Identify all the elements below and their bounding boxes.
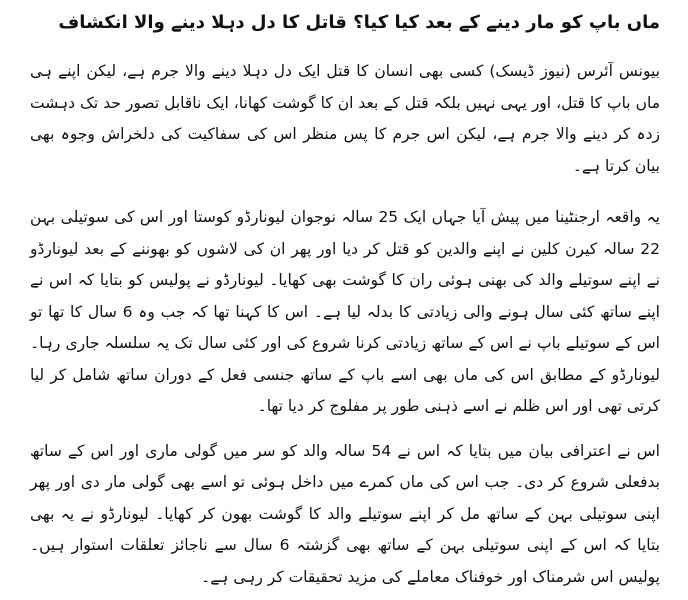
article-paragraph-intro: بیونس آئرس (نیوز ڈیسک) کسی بھی انسان کا قتل ایک دل دہلا دینے والا جرم ہے، لیکن اپنے ہی ماں باپ کا قتل، اور یہی نہیں بلکہ قتل کے بعد ان کا گوشت کھانا، ایک ناقابل تصور حد تک دہشت زدہ کر دینے والا جرم ہے، لیکن اس جرم کا پس منظر اس کی سفاکیت کی دلخراش وجوہ بھی بیان کرتا ہے۔ — [30, 62, 660, 175]
article-paragraph-confession: اس نے اعترافی بیان میں بتایا کہ اس نے 54 سالہ والد کو سر میں گولی ماری اور اس کے ساتھ بدفعلی شروع کر دی۔ جب اس کی ماں کمرے میں داخل ہوئی تو اسے بھی گولی مار دی اور پھر اپنی سوتیلی بہن کے ساتھ مل کر اپنے سوتیلے والد کا گوشت بھون کر کھایا۔ لیونارڈو نے یہ بھی بتایا کہ اس کے اپنی سوتیلی بہن کے ساتھ بھی گزشتہ 6 سال سے ناجائز تعلقات استوار ہیں۔ پولیس اس شرمناک اور خوفناک معاملے کی مزید تحقیقات کر رہی ہے۔ — [30, 441, 660, 586]
news-article — [30, 0, 660, 593]
article-headline: ماں باپ کو مار دینے کے بعد کیا کیا؟ قاتل کا دل دہلا دینے والا انکشاف — [58, 12, 660, 33]
article-paragraph-incident: یہ واقعہ ارجنٹینا میں پیش آیا جہاں ایک 25 سالہ نوجوان لیونارڈو کوستا اور اس کی سوتیلی بہن 22 سالہ کیرن کلین نے اپنے والدین کو قتل کر دیا اور پھر ان کی لاشوں کو بھوننے کے بعد لیونارڈو نے اپنے سوتیلے والد کی بھنی ہوئی ران کا گوشت بھی کھایا۔ لیونارڈو نے پولیس کو بتایا کہ اس نے اپنے ساتھ کئی سال ہونے والی زیادتی کا بدلہ لیا ہے۔ اس کا کہنا تھا کہ جب وہ 6 سال کا تھا تو اس کے سوتیلے باپ نے اس کے ساتھ زیادتی کرنا شروع کی اور کئی سال تک یہ سلسلہ جاری رہا۔ لیونارڈو کے مطابق اس کی ماں بھی اسے باپ کے ساتھ جنسی فعل کے دوران ساتھ شامل کر لیا کرتی تھی اور اس ظلم نے اسے ذہنی طور پر مفلوج کر دیا تھا۔ — [30, 208, 660, 415]
